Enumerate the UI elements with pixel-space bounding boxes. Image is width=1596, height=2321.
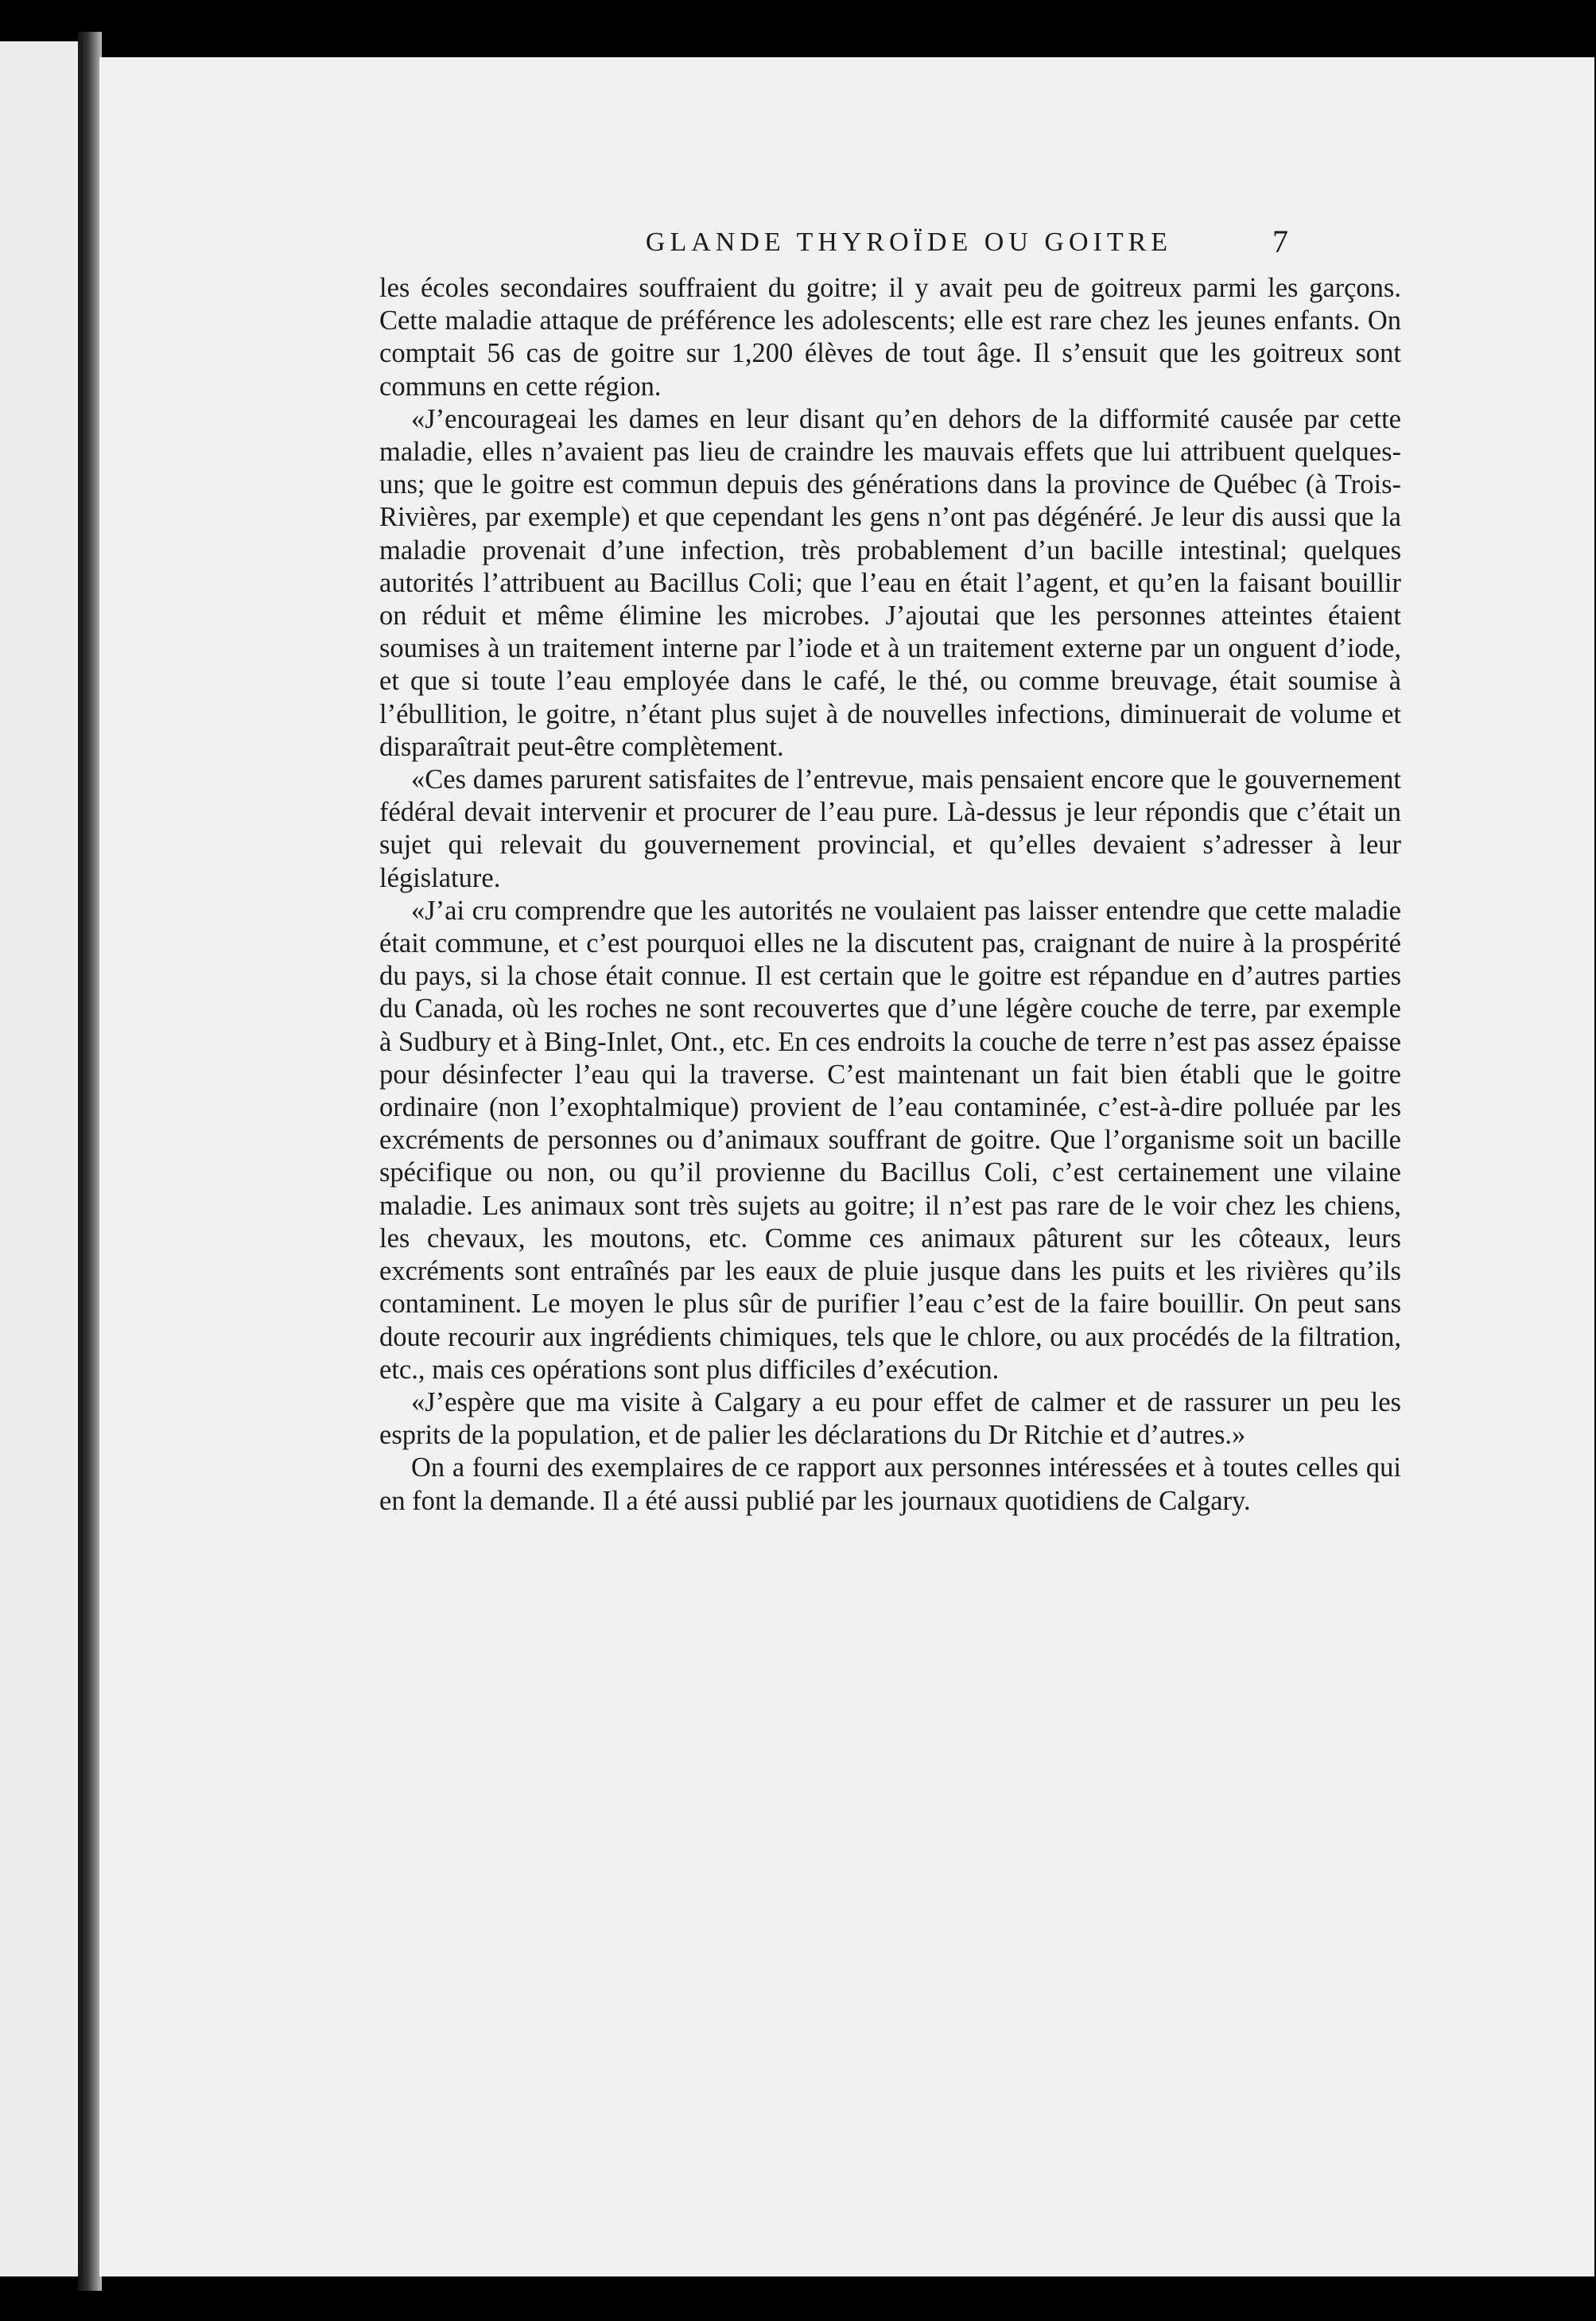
body-text	[379, 272, 1401, 1518]
running-head: GLANDE THYROÏDE OU GOITRE	[645, 227, 1173, 257]
paragraph: «Ces dames parurent satisfaites de l’entrevue, mais pensaient encore que le gouvernement fédéral devait intervenir et procurer de l’eau pure. Là-dessus je leur répondis que c’était un sujet qui relevait du gouvernement provincial, et qu’elles devaient s’adresser à leur législature.	[379, 764, 1401, 893]
paragraph: les écoles secondaires souffraient du goitre; il y avait peu de goitreux parmi les garçons. Cette maladie attaque de préférence les adolescents; elle est rare chez les jeunes enfants. On comptait 56 cas de goitre sur 1,200 élèves de tout âge. Il s’ensuit que les goitreux sont communs en cette région.	[379, 273, 1401, 402]
paragraph: «J’ai cru comprendre que les autorités ne voulaient pas laisser entendre que cette maladie était commune, et c’est pourquoi elles ne la discutent pas, craignant de nuire à la prospérité du pays, si la chose était connue. Il est certain que le goitre est répandue en d’autres parties du Canada, où les roches ne sont recouvertes que d’une légère couche de terre, par exemple à Sudbury et à Bing-Inlet, Ont., etc. En ces endroits la couche de terre n’est pas assez épaisse pour désinfecter l’eau qui la traverse. C’est maintenant un fait bien établi que le goitre ordinaire (non l’exophtalmique) provient de l’eau contaminée, c’est-à-dire polluée par les excréments de personnes ou d’animaux souffrant de goitre. Que l’organisme soit un bacille spécifique ou non, ou qu’il provienne du Bacillus Coli, c’est certainement une vilaine maladie. Les animaux sont très sujets au goitre; il n’est pas rare de le voir chez les chiens, les chevaux, les moutons, etc. Comme ces animaux pâturent sur les côteaux, leurs excréments sont entraînés par les eaux de pluie jusque dans les puits et les rivières qu’ils contaminent. Le moyen le plus sûr de purifier l’eau c’est de la faire bouillir. On peut sans doute recourir aux ingrédients chimiques, tels que le chlore, ou aux procédés de la filtration, etc., mais ces opérations sont plus difficiles d’exécution.	[379, 895, 1401, 1385]
paragraph: «J’espère que ma visite à Calgary a eu pour effet de calmer et de rassurer un peu les esprits de la population, et de palier les déclarations du Dr Ritchie et d’autres.»	[379, 1386, 1401, 1451]
paragraph: «J’encourageai les dames en leur disant qu’en dehors de la difformité causée par cette maladie, elles n’avaient pas lieu de craindre les mauvais effets que lui attribuent quelques-uns; que le goitre est commun depuis des générations dans la province de Québec (à Trois-Rivières, par exemple) et que cependant les gens n’ont pas dégénéré. Je leur dis aussi que la maladie provenait d’une infection, très probablement d’un bacille intestinal; quelques autorités l’attribuent au Bacillus Coli; que l’eau en était l’agent, et qu’en la faisant bouillir on réduit et même élimine les microbes. J’ajoutai que les personnes atteintes étaient soumises à un traitement interne par l’iode et à un traitement externe par un onguent d’iode, et que si toute l’eau employée dans le café, le thé, ou comme breuvage, était soumise à l’ébullition, le goitre, n’étant plus sujet à de nouvelles infections, diminuerait de volume et disparaîtrait peut-être complètement.	[379, 403, 1401, 762]
facing-page-edge	[0, 41, 83, 2276]
page-header	[99, 215, 1594, 270]
book-page	[99, 57, 1594, 2276]
page-number: 7	[1272, 224, 1288, 259]
paragraph: On a fourni des exemplaires de ce rapport aux personnes intéressées et à toutes celles qui en font la demande. Il a été aussi publié par les journaux quotidiens de Calgary.	[379, 1452, 1401, 1516]
